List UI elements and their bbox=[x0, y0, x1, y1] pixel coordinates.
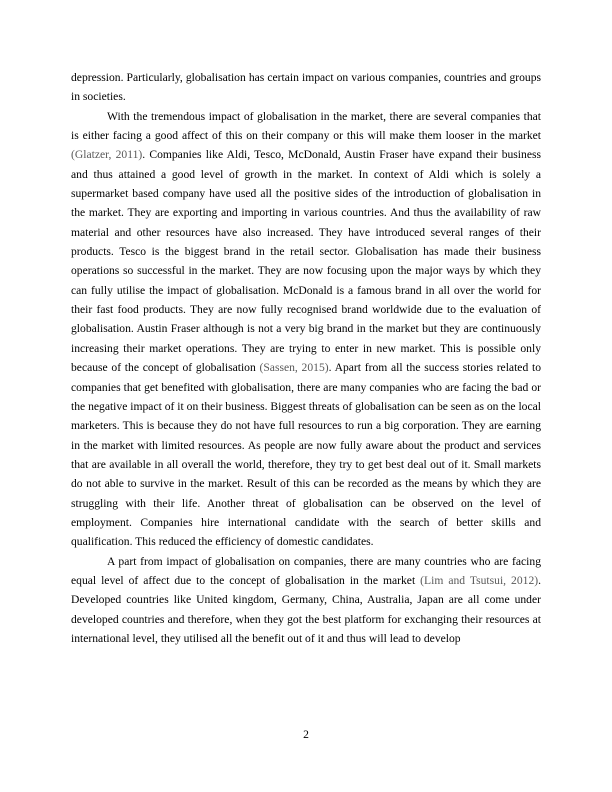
paragraph-text: . Developed countries like United kingdom, Germany, China, Australia, Japan are all come under developed countries and therefore, when they got the best platform for exchanging their resources at international level, they utilised all the benefit out of it and thus will lead to develop bbox=[71, 573, 542, 645]
paragraph-text: . Apart from all the success stories related to companies that get benefited with globalisation, there are many companies who are facing the bad or the negative impact of it on their business. Biggest threats of globalisation can be seen as on the local marketers. This is because they do not have full resources to run a big corporation. They are earning in the market with limited resources. As people are now fully aware about the product and services that are available in all overall the world, therefore, they try to get best deal out of it. Small markets do not able to survive in the market. Result of this can be recorded as the means by which they are struggling with their life. Another threat of globalisation can be observed on the level of employment. Companies hire international candidate with the search of better skills and qualification. This reduced the efficiency of domestic candidates. bbox=[71, 361, 541, 549]
paragraph bbox=[71, 552, 541, 649]
paragraph-text: A part from impact of globalisation on companies, there are many countries who are facing equal level of affect due to the concept of globalisation in the market bbox=[71, 554, 541, 587]
body-text bbox=[71, 68, 541, 648]
citation: (Glatzer, 2011) bbox=[71, 148, 143, 162]
paragraph bbox=[71, 107, 541, 552]
paragraph-text: . Companies like Aldi, Tesco, McDonald, Austin Fraser have expand their business and thus attained a good level of growth in the market. In context of Aldi which is solely a supermarket based company have used all the positive sides of the introduction of globalisation in the market. They are exporting and importing in various countries. And thus the availability of raw material and other resources have also increased. They have introduced several ranges of their products. Tesco is the biggest brand in the retail sector. Globalisation has made their business operations so successful in the market. They are now focusing upon the major ways by which they can fully utilise the impact of globalisation. McDonald is a famous brand in all over the world for their fast food products. They are now fully recognised brand worldwide due to the evaluation of globalisation. Austin Fraser although is not a very big brand in the market but they are continuously increasing their market operations. They are trying to enter in new market. This is possible only because of the concept of globalisation bbox=[71, 148, 541, 375]
citation: (Sassen, 2015) bbox=[259, 361, 329, 375]
page-number: 2 bbox=[303, 728, 309, 741]
paragraph-text: depression. Particularly, globalisation has certain impact on various companies, countries and groups in societies. bbox=[71, 71, 541, 104]
paragraph-text: With the tremendous impact of globalisation in the market, there are several companies that is either facing a good affect of this on their company or this will make them looser in the market bbox=[71, 109, 541, 143]
citation: (Lim and Tsutsui, 2012) bbox=[420, 573, 539, 587]
paragraph bbox=[71, 68, 541, 107]
